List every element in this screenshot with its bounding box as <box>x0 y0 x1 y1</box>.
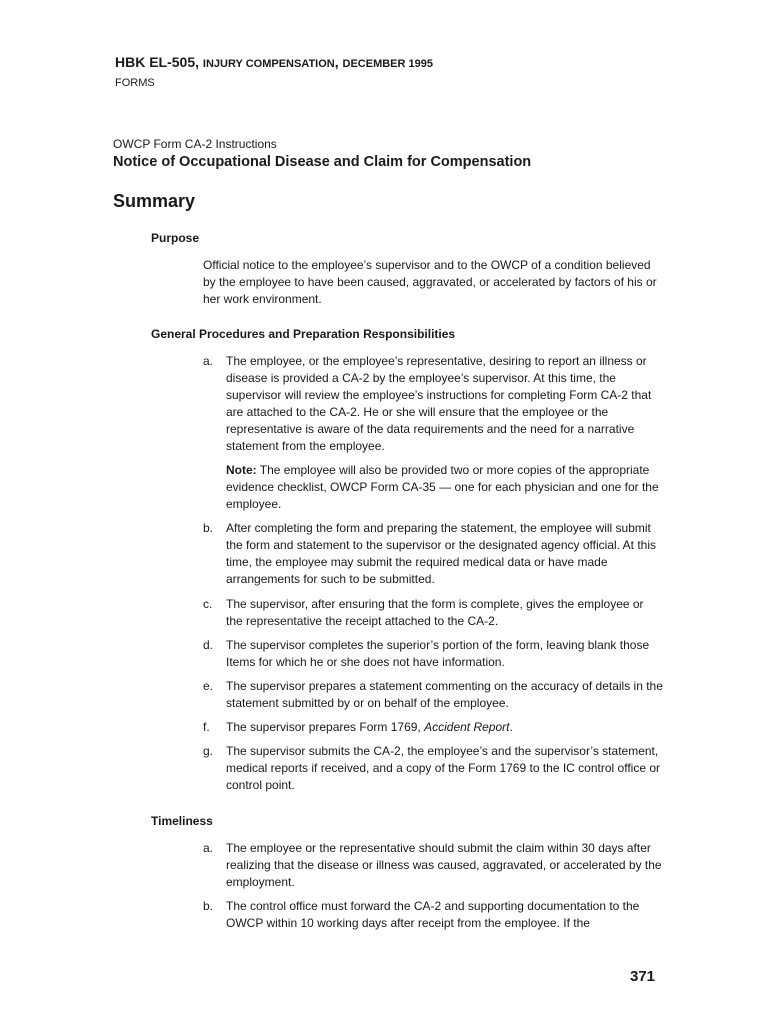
list-text <box>226 719 663 736</box>
header-date: DECEMBER 1995 <box>342 58 433 70</box>
header-hbk: HBK EL-505, <box>115 54 203 70</box>
list-letter: d. <box>203 638 214 652</box>
list-item <box>203 719 663 736</box>
list-text: The supervisor prepares a statement commenting on the accuracy of details in the statement submitted by or on behalf of the employee. <box>226 679 663 710</box>
header-injury: INJURY COMPENSATION <box>202 58 335 70</box>
form-title: Notice of Occupational Disease and Claim for Compensation <box>113 154 532 170</box>
list-text: The control office must forward the CA-2 and supporting documentation to the OWCP within 10 working days after receipt from the employee. If the <box>226 899 640 930</box>
list-text: The supervisor completes the superior’s portion of the form, leaving blank those Items for which he or she does not have information. <box>226 638 650 669</box>
general-heading: General Procedures and Preparation Responsibilities <box>151 327 456 341</box>
list-text-before: The supervisor prepares Form 1769, <box>226 720 425 734</box>
list-letter: a. <box>203 841 214 855</box>
list-letter: f. <box>203 720 210 734</box>
list-text: The supervisor, after ensuring that the form is complete, gives the employee or the representative the receipt attached to the CA-2. <box>226 597 644 628</box>
list-item <box>203 596 663 630</box>
form-subtitle: OWCP Form CA-2 Instructions <box>113 137 277 151</box>
note-text: The employee will also be provided two or more copies of the appropriate evidence checklist, OWCP Form CA-35 — one for each physician and one for the employee. <box>226 463 659 511</box>
list-item <box>203 840 663 891</box>
list-letter: c. <box>203 597 213 611</box>
list-text-after: . <box>509 720 513 734</box>
list-letter: a. <box>203 354 214 368</box>
list-text: The employee, or the employee’s representative, desiring to report an illness or disease is provided a CA-2 by the employee’s supervisor. At this time, the supervisor will review the employee’s instructions for completing Form CA-2 that are attached to the CA-2. He or she will ensure that the employee or the representative is aware of the data requirements and the need for a narrative statement from the employee. <box>226 354 652 453</box>
list-letter: g. <box>203 744 214 758</box>
note-label: Note: <box>226 463 257 477</box>
list-item <box>203 678 663 712</box>
header-title <box>115 54 433 73</box>
timeliness-heading: Timeliness <box>151 814 213 828</box>
list-item <box>203 520 663 588</box>
header-comma: , <box>334 54 343 70</box>
page-number: 371 <box>630 968 656 985</box>
list-text-italic: Accident Report <box>424 720 510 734</box>
list-letter: b. <box>203 521 214 535</box>
note <box>226 462 663 513</box>
list-item <box>203 743 663 794</box>
list-item <box>203 898 663 932</box>
list-letter: b. <box>203 899 214 913</box>
list-text: After completing the form and preparing the statement, the employee will submit the form and statement to the supervisor or the designated agency official. At this time, the employee may submit the required medical data or have made arrangements for such to be submitted. <box>226 521 657 586</box>
purpose-heading: Purpose <box>151 231 200 245</box>
list-item <box>203 637 663 671</box>
header-subtitle <box>115 73 433 92</box>
list-letter: e. <box>203 679 214 693</box>
list-text: The employee or the representative should submit the claim within 30 days after realizing that the disease or illness was caused, aggravated, or accelerated by the employment. <box>226 841 662 889</box>
running-header <box>115 54 433 92</box>
summary-heading: Summary <box>113 191 196 211</box>
list-text: The supervisor submits the CA-2, the employee’s and the supervisor’s statement, medical reports if received, and a copy of the Form 1769 to the IC control office or control point. <box>226 744 660 792</box>
list-item <box>203 353 663 455</box>
header-forms: FORMS <box>115 77 155 89</box>
purpose-text: Official notice to the employee’s supervisor and to the OWCP of a condition believed by the employee to have been caused, aggravated, or accelerated by factors of his or her work environment. <box>203 258 657 306</box>
